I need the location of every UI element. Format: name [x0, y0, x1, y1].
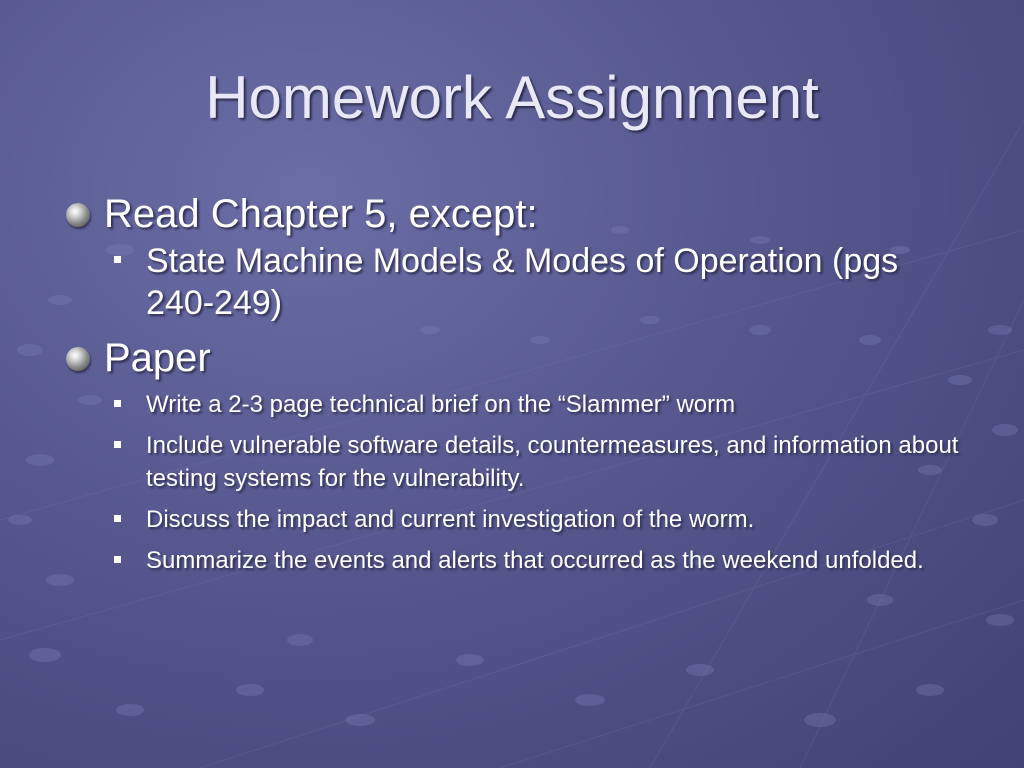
square-bullet-icon: [114, 256, 121, 263]
paper-items: [66, 388, 966, 577]
square-bullet-icon: [114, 441, 121, 448]
list-item: [108, 503, 966, 536]
list-item: [108, 544, 966, 577]
list-item-text: Discuss the impact and current investigation of the worm.: [146, 506, 755, 533]
section-paper: [66, 332, 966, 384]
list-item: [108, 429, 966, 495]
slide-body: [66, 188, 966, 585]
list-item: [108, 240, 966, 324]
section-heading: Read Chapter 5, except:: [104, 192, 538, 236]
square-bullet-icon: [114, 515, 121, 522]
sphere-bullet-icon: [66, 347, 90, 371]
list-item-text: Include vulnerable software details, countermeasures, and information about testing systems for the vulnerability.: [146, 432, 959, 492]
read-chapter-items: [66, 240, 966, 324]
square-bullet-icon: [114, 400, 121, 407]
list-item: [108, 388, 966, 421]
list-item-text: Summarize the events and alerts that occurred as the weekend unfolded.: [146, 547, 924, 574]
section-heading: Paper: [104, 336, 211, 380]
section-read-chapter: [66, 188, 966, 240]
sphere-bullet-icon: [66, 203, 90, 227]
square-bullet-icon: [114, 556, 121, 563]
list-item-text: State Machine Models & Modes of Operation (pgs 240-249): [146, 242, 899, 322]
slide-title: Homework Assignment: [205, 64, 819, 131]
list-item-text: Write a 2-3 page technical brief on the “Slammer” worm: [146, 391, 736, 418]
